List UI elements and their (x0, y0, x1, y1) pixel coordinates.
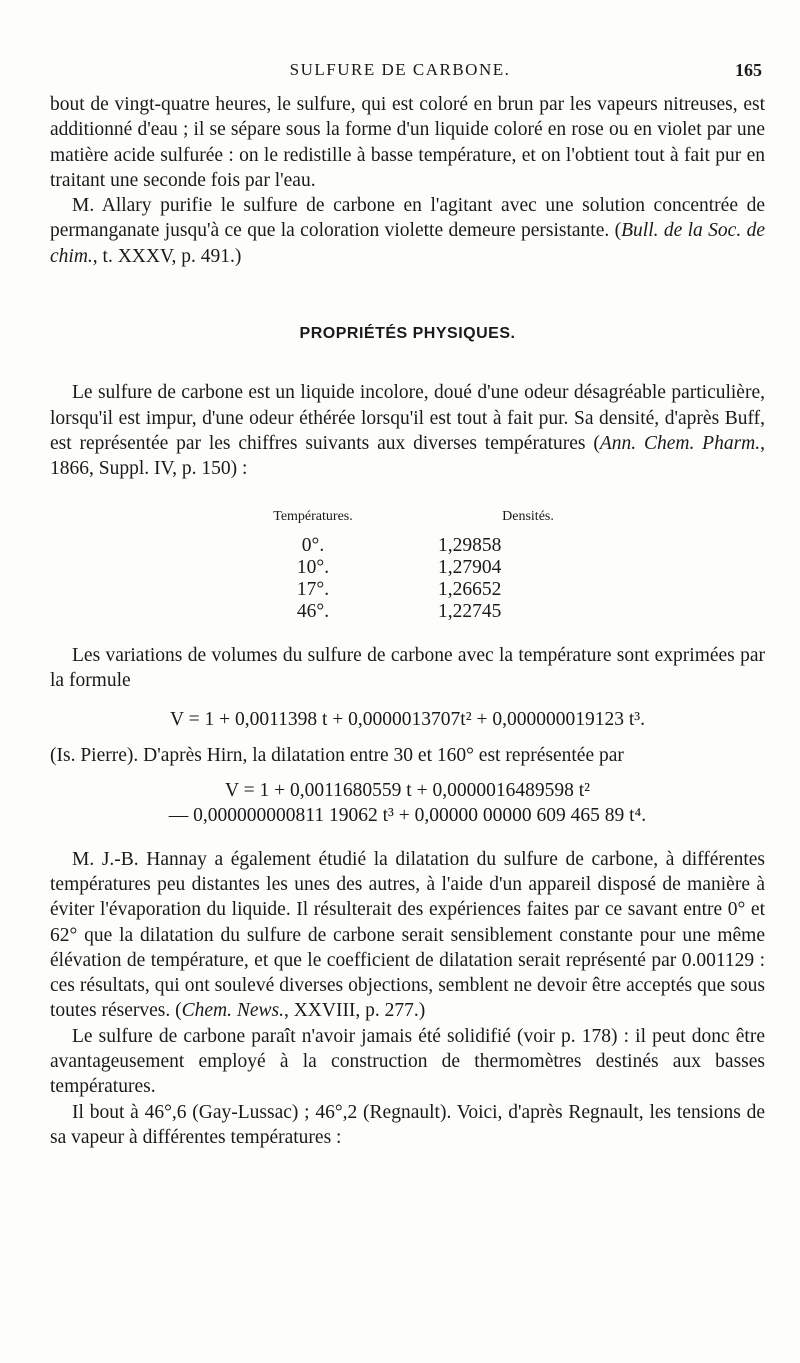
citation-chem-news: Chem. News. (181, 1000, 284, 1022)
table-header-temperatures: Températures. (273, 508, 353, 524)
density-cell: 1,26652 (438, 578, 502, 600)
section-heading: PROPRIÉTÉS PHYSIQUES. (299, 325, 516, 343)
running-header: SULFURE DE CARBONE. (289, 60, 511, 79)
table-row (188, 601, 618, 623)
table-header-densites: Densités. (502, 508, 554, 524)
paragraph-4: Les variations de volumes du sulfure de carbone avec la température sont exprimées par la formule (50, 644, 765, 692)
formula-pierre: V = 1 + 0,0011398 t + 0,0000013707t² + 0,000000019123 t³. (170, 709, 645, 731)
citation-ann-chem-pharm: Ann. Chem. Pharm. (599, 432, 761, 454)
density-cell: 1,29858 (438, 534, 502, 556)
paragraph-2 (50, 193, 765, 269)
paragraph-3-end: , 1866, Suppl. IV, p. 150) : (50, 432, 765, 480)
density-cell: 1,27904 (438, 556, 502, 578)
paragraph-6-text: M. J.-B. Hannay a également étudié la dilatation du sulfure de carbone, à différentes températures peu distantes les unes des autres, à l'aide d'un appareil disposé de manière à éviter l'évaporation du liquide. Il résulterait des expériences faites par ce savant entre 0° et 62° que la dilatation du sulfure de carbone serait sensiblement constante pour une même élévation de température, et que le coefficient de dilatation serait représenté par 0.001129 : ces résultats, qui ont soulevé diverses objections, semblent ne devoir être acceptés que sous toutes réserves. ( (50, 848, 765, 1022)
paragraph-1: bout de vingt-quatre heures, le sulfure, qui est coloré en brun par les vapeurs nitreuses, est additionné d'eau ; il se sépare sous la forme d'un liquide coloré en rose ou en violet par une matière acide sulfurée : on le redistille à basse température, et on l'obtient tout à fait pur en traitant une seconde fois par l'eau. (50, 94, 765, 191)
paragraph-2-end: , t. XXXV, p. 491.) (92, 245, 242, 267)
temperature-cell: 0°. (301, 534, 325, 556)
formula-hirn-line-2: — 0,000000000811 19062 t³ + 0,00000 00000 609 465 89 t⁴. (168, 805, 647, 827)
paragraph-3-text: Le sulfure de carbone est un liquide incolore, doué d'une odeur désagréable particulière, lorsqu'il est impur, d'une odeur éthérée lorsqu'il est tout à fait pur. Sa densité, d'après Buff, est représentée par les chiffres suivants aux diverses températures ( (50, 382, 765, 454)
formula-hirn-line-1: V = 1 + 0,0011680559 t + 0,0000016489598 t² (225, 780, 590, 802)
temperature-cell: 46°. (296, 600, 330, 622)
text-body (50, 92, 765, 1150)
paragraph-6-end: , XXVIII, p. 277.) (283, 1000, 426, 1022)
density-cell: 1,22745 (438, 600, 502, 622)
density-table (188, 504, 618, 623)
paragraph-8: Il bout à 46°,6 (Gay-Lussac) ; 46°,2 (Regnault). Voici, d'après Regnault, les tensions de sa vapeur à différentes températures : (50, 1101, 765, 1148)
temperature-cell: 10°. (296, 556, 330, 578)
paragraph-7: Le sulfure de carbone paraît n'avoir jamais été solidifié (voir p. 178) : il peut donc être avantageusement employé à la construction de thermomètres destinés aux basses températures. (50, 1025, 765, 1098)
paragraph-3 (50, 380, 765, 481)
paragraph-2-text: M. Allary purifie le sulfure de carbone en l'agitant avec une solution concentrée de permanganate jusqu'à ce que la coloration violette demeure persistante. ( (50, 195, 765, 242)
page-number: 165 (735, 60, 762, 80)
paragraph-5: (Is. Pierre). D'après Hirn, la dilatation entre 30 et 160° est représentée par (50, 744, 624, 766)
temperature-cell: 17°. (296, 578, 330, 600)
table-row (188, 579, 618, 601)
table-row (188, 535, 618, 557)
table-row (188, 557, 618, 579)
paragraph-6 (50, 847, 765, 1024)
citation-bull-soc-chim: Bull. de la Soc. de chim. (50, 220, 765, 267)
